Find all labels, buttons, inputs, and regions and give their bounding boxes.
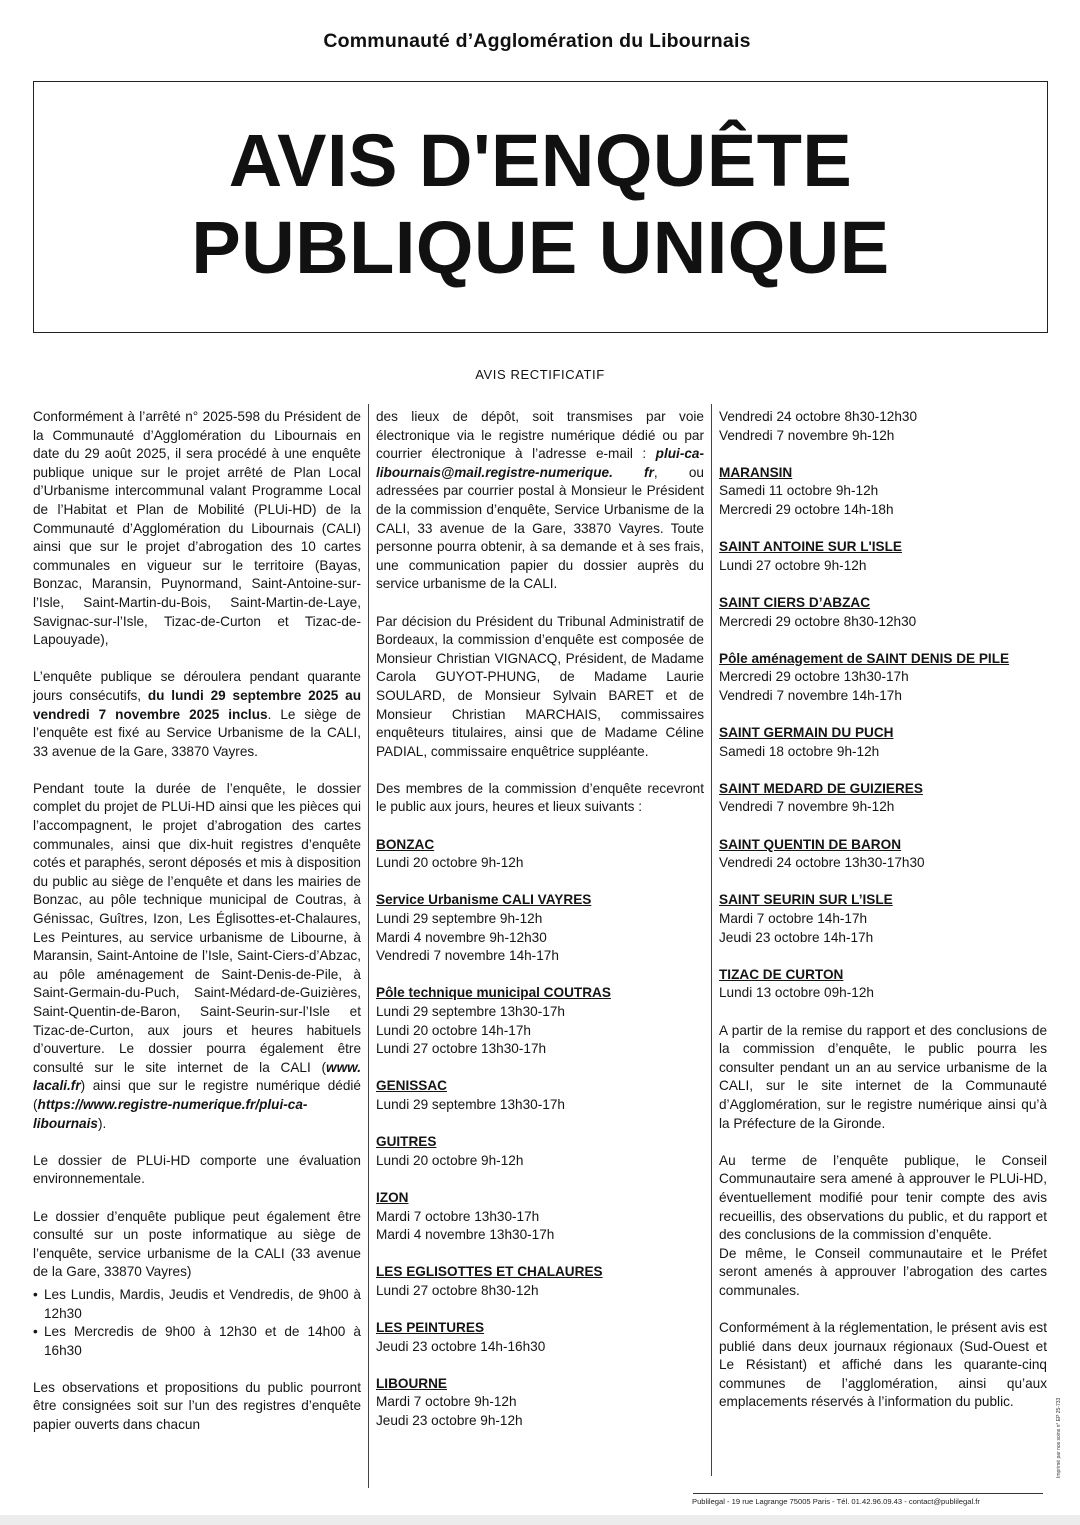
session-block	[376, 873, 704, 966]
text-span: , ou adressées par courrier postal à Monsieur le Président de la commission d’enquête, Service Urbanisme de la CALI, 33 avenue de la Gare, 33870 Vayres. Toute personne pourra obtenir, à sa demande et à ses frais, une communication papier du dossier auprès du service urbanisme de la CALI.	[376, 464, 704, 592]
session-date: Mardi 4 novembre 13h30-17h	[376, 1227, 555, 1243]
session-place: LES EGLISOTTES ET CHALAURES	[376, 1264, 603, 1280]
session-date: Mardi 7 octobre 9h-12h	[376, 1394, 517, 1410]
session-date: Jeudi 23 octobre 14h-16h30	[376, 1338, 546, 1354]
session-date: Lundi 13 octobre 09h-12h	[719, 985, 874, 1001]
session-place: Pôle aménagement de SAINT DENIS DE PILE	[719, 650, 1010, 666]
text-span: ) ainsi que sur le registre numérique dédié (	[33, 1078, 361, 1112]
spacer	[719, 1003, 1047, 1022]
spacer	[376, 1115, 704, 1134]
title-line-2: PUBLIQUE UNIQUE	[191, 206, 890, 289]
spacer	[719, 631, 1047, 650]
session-date: Mardi 7 octobre 14h-17h	[719, 911, 868, 927]
session-place: LES PEINTURES	[376, 1320, 485, 1336]
session-date: Lundi 20 octobre 9h-12h	[376, 1152, 524, 1168]
column-3	[719, 408, 1047, 1412]
spacer	[376, 873, 704, 892]
session-place: SAINT GERMAIN DU PUCH	[719, 725, 894, 741]
sessions-list	[719, 445, 1047, 1003]
spacer	[376, 966, 704, 985]
session-place: LIBOURNE	[376, 1375, 447, 1391]
session-date: Vendredi 7 novembre 14h-17h	[719, 687, 902, 703]
session-block	[719, 761, 1047, 817]
bullet-icon: •	[33, 1286, 38, 1302]
session-date: Lundi 20 octobre 14h-17h	[376, 1022, 531, 1038]
session-block	[719, 445, 1047, 519]
organization-name: Communauté d’Agglomération du Libournais	[323, 30, 751, 52]
spacer	[719, 1301, 1047, 1320]
list-item-text: Les Mercredis de 9h00 à 12h30 et de 14h00 à 16h30	[44, 1324, 361, 1358]
spacer	[719, 706, 1047, 725]
session-block	[376, 1301, 704, 1357]
libourne-continued	[719, 408, 1047, 445]
session-block	[376, 1059, 704, 1115]
session-block	[376, 966, 704, 1059]
session-block	[376, 1245, 704, 1301]
title-box	[33, 81, 1048, 333]
session-block	[376, 817, 704, 873]
session-date: Vendredi 24 octobre 8h30-12h30	[719, 409, 918, 424]
session-block	[719, 947, 1047, 1003]
cali-website-link[interactable]: www. lacali.fr	[33, 1059, 361, 1094]
column-rule-1	[368, 404, 369, 1488]
session-date: Jeudi 23 octobre 9h-12h	[376, 1413, 523, 1429]
title-line-1: AVIS D'ENQUÊTE	[228, 119, 853, 202]
spacer	[719, 873, 1047, 892]
session-date: Lundi 27 octobre 13h30-17h	[376, 1041, 547, 1057]
spacer	[719, 445, 1047, 464]
text-span: des lieux de dépôt, soit transmises par voie électronique via le registre numérique dédié ou par courrier électronique à l’adresse e-mail :	[376, 409, 704, 462]
session-date: Mardi 7 octobre 13h30-17h	[376, 1208, 540, 1224]
spacer	[376, 1356, 704, 1375]
session-block	[719, 817, 1047, 873]
paragraph-commission: Par décision du Président du Tribunal Administratif de Bordeaux, la commission d’enquête est composée de Monsieur Christian VIGNACQ, Président, de Madame Carola GUYOT-PHUNG, de Madame Laurie SOULARD, de Monsieur Sylvain BARET et de Monsieur Christian MARCHAIS, commissaires enquêteurs titulaires, ainsi que de Madame Céline PADIAL, commissaire enquêtrice suppléante.	[376, 613, 704, 759]
paragraph-approbation: Au terme de l’enquête publique, le Conseil Communautaire sera amené à approuver le PLUi-HD, éventuellement modifié pour tenir compte des avis recueillis, des observations du public, et du rapport et des conclusions de la commission d’enquête.	[719, 1152, 1047, 1243]
paragraph-dossier	[33, 780, 361, 1133]
session-place: SAINT MEDARD DE GUIZIERES	[719, 780, 923, 796]
session-place: GUITRES	[376, 1134, 437, 1150]
paragraph-publication: Conformément à la réglementation, le présent avis est publié dans deux journaux régionaux (Sud-Ouest et Le Résistant) et affiché dans les quarante-cinq communes de l’agglomération, ainsi qu’aux emplacements réservés à l’information du public.	[719, 1320, 1047, 1410]
session-date: Lundi 27 octobre 8h30-12h	[376, 1282, 539, 1298]
session-place: SAINT SEURIN SUR L’ISLE	[719, 892, 893, 908]
list-item-text: Les Lundis, Mardis, Jeudis et Vendredis, de 9h00 à 12h30	[44, 1286, 361, 1321]
session-place: BONZAC	[376, 836, 435, 852]
session-date: Mercredi 29 octobre 8h30-12h30	[719, 613, 917, 629]
session-block	[719, 631, 1047, 705]
session-date: Mercredi 29 octobre 13h30-17h	[719, 669, 909, 685]
session-date: Mardi 4 novembre 9h-12h30	[376, 929, 547, 945]
spacer	[719, 520, 1047, 539]
footer-rule	[693, 1493, 1043, 1494]
session-date: Samedi 11 octobre 9h-12h	[719, 483, 879, 499]
session-date: Lundi 20 octobre 9h-12h	[376, 855, 524, 871]
spacer	[376, 1170, 704, 1189]
column-rule-2	[711, 404, 712, 1476]
text-span: Pendant toute la durée de l’enquête, le dossier complet du projet de PLUi-HD ainsi que les pièces qui l’accompagnent, le projet d’abrogation des cartes communales, ainsi que dix-huit registres d’enquête cotés et paraphés, seront déposés et mis à disposition du public au siège de l’enquête et dans les mairies de Bonzac, au pôle technique municipal de Coutras, à Génissac, Guîtres, Izon, Les Églisottes-et-Chalaures, Les Peintures, au service urbanisme de Libourne, à Maransin, Saint-Antoine de l’Isle, Saint-Ciers-d’Abzac, au pôle aménagement de Saint-Denis-de-Pile, à Saint-Germain-du-Puch, Saint-Médard-de-Guizières, Saint-Quentin-de-Baron, Saint-Seurin-sur-l’Isle et Tizac-de-Curton, aux jours et heures habituels d’ouverture. Le dossier pourra également être consulté sur le site internet de la CALI (	[33, 780, 361, 1075]
session-date: Vendredi 7 novembre 14h-17h	[376, 948, 559, 964]
bullet-icon: •	[33, 1324, 38, 1340]
session-date: Lundi 29 septembre 13h30-17h	[376, 1004, 565, 1019]
session-date: Mercredi 29 octobre 14h-18h	[719, 501, 894, 517]
session-place: SAINT QUENTIN DE BARON	[719, 836, 902, 852]
spacer	[376, 817, 704, 836]
session-place: Pôle technique municipal COUTRAS	[376, 985, 611, 1001]
text-span: ).	[97, 1115, 107, 1131]
spacer	[376, 1301, 704, 1320]
spacer	[376, 1245, 704, 1264]
session-place: SAINT CIERS D’ABZAC	[719, 594, 871, 610]
column-2	[376, 408, 704, 1431]
paragraph-permanences-intro: Des membres de la commission d’enquête recevront le public aux jours, heures et lieux suivants :	[376, 780, 704, 815]
spacer	[719, 575, 1047, 594]
session-block	[719, 706, 1047, 762]
text-span: . Le siège de l’enquête est fixé au Service Urbanisme de la CALI, 33 avenue de la Gare, 33870 Vayres.	[33, 706, 361, 759]
spacer	[719, 1133, 1047, 1152]
paragraph-dates	[33, 668, 361, 761]
email-link[interactable]: plui-ca-libournais@mail.registre-numerique. fr	[376, 446, 704, 480]
session-date: Vendredi 7 novembre 9h-12h	[719, 799, 895, 815]
hours-list	[33, 1286, 361, 1360]
session-place: IZON	[376, 1189, 409, 1205]
column-1	[33, 408, 361, 1435]
session-block	[376, 1115, 704, 1171]
session-date: Lundi 29 septembre 13h30-17h	[376, 1096, 565, 1112]
session-block	[719, 520, 1047, 576]
session-date: Vendredi 7 novembre 9h-12h	[719, 427, 895, 443]
session-place: TIZAC DE CURTON	[719, 966, 844, 982]
list-item	[33, 1323, 361, 1360]
paragraph-poste: Le dossier d’enquête publique peut également être consulté sur un poste informatique au siège de l’enquête, service urbanisme de la CALI (33 avenue de la Gare, 33870 Vayres)	[33, 1208, 361, 1280]
spacer	[719, 817, 1047, 836]
text-span: L’enquête publique se déroulera pendant quarante jours consécutifs,	[33, 669, 361, 703]
sessions-list	[376, 817, 704, 1431]
spacer	[376, 1059, 704, 1078]
paragraph-arrete: Conformément à l’arrêté n° 2025-598 du Président de la Communauté d’Agglomération du Libournais en date du 29 août 2025, il sera procédé à une enquête publique unique sur le projet arrêté de Plan Local d’Urbanisme intercommunal valant Programme Local de l’Habitat et Plan de Mobilité (PLUi-HD) de la Communauté d’Agglomération du Libournais (CALI) ainsi que sur le projet d’abrogation des 10 cartes communales en vigueur sur le territoire (Bayas, Bonzac, Maransin, Puynormand, Saint-Antoine-sur-l’Isle, Saint-Martin-du-Bois, Saint-Martin-de-Laye, Savignac-sur-l’Isle, Tizac-de-Curton et Tizac-de-Lapouyade),	[33, 409, 361, 648]
inquiry-period: du lundi 29 septembre 2025 au vendredi 7 novembre 2025 inclus	[33, 687, 361, 722]
paragraph-depot	[376, 408, 704, 594]
spacer	[719, 947, 1047, 966]
paragraph-rapport: A partir de la remise du rapport et des conclusions de la commission d’enquête, le public pourra les consulter pendant un an au service urbanisme de la CALI, sur le site internet de la Communauté d’Agglomération, sur le registre numérique ainsi qu’à la Préfecture de la Gironde.	[719, 1022, 1047, 1131]
registre-link[interactable]: https://www.registre-numerique.fr/plui-ca-libournais	[33, 1096, 308, 1131]
session-place: Service Urbanisme CALI VAYRES	[376, 892, 592, 908]
session-date: Jeudi 23 octobre 14h-17h	[719, 929, 874, 945]
paragraph-evaluation: Le dossier de PLUi-HD comporte une évaluation environnementale.	[33, 1152, 361, 1187]
session-block	[376, 1356, 704, 1430]
spacer	[719, 761, 1047, 780]
session-place: GENISSAC	[376, 1078, 448, 1094]
session-date: Samedi 18 octobre 9h-12h	[719, 743, 880, 759]
paragraph-abrogation: De même, le Conseil communautaire et le Préfet seront amenés à approuver l’abrogation des cartes communales.	[719, 1245, 1047, 1298]
session-place: SAINT ANTOINE SUR L'ISLE	[719, 539, 902, 555]
session-place: MARANSIN	[719, 464, 793, 480]
bottom-band	[0, 1515, 1080, 1525]
session-block	[719, 575, 1047, 631]
session-date: Lundi 29 septembre 9h-12h	[376, 911, 543, 927]
list-item	[33, 1286, 361, 1323]
rectificatif-label: AVIS RECTIFICATIF	[475, 367, 605, 382]
session-date: Lundi 27 octobre 9h-12h	[719, 557, 867, 573]
session-date: Vendredi 24 octobre 13h30-17h30	[719, 855, 925, 871]
session-block	[376, 1170, 704, 1244]
session-block	[719, 873, 1047, 947]
paragraph-observations: Les observations et propositions du public pourront être consignées soit sur l’un des registres d’enquête papier ouverts dans chacun	[33, 1379, 361, 1433]
publisher-footer: Publilegal - 19 rue Lagrange 75005 Paris - Tél. 01.42.96.09.43 - contact@publilegal.fr	[692, 1497, 980, 1506]
print-reference: Imprimé par nos soins n° EP 25-733	[1056, 1397, 1062, 1478]
